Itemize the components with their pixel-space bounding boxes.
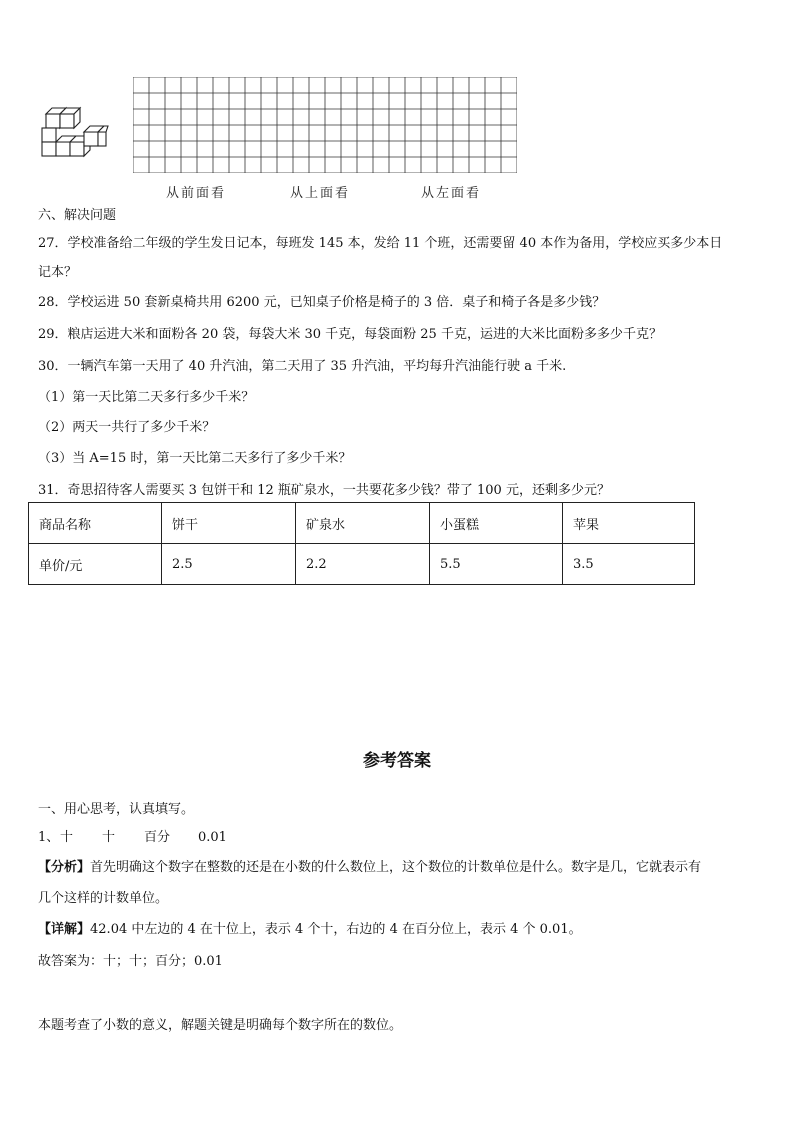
- table-cell: 5.5: [430, 544, 563, 585]
- detail-tag: 【详解】: [38, 922, 91, 937]
- question-30-part1: （1）第一天比第二天多行多少千米？: [38, 390, 255, 405]
- answer-1: [38, 826, 227, 845]
- question-31: 31．奇思招待客人需要买 3 包饼干和 12 瓶矿泉水，一共要花多少钱？带了 100 元，还剩多少元？: [38, 483, 610, 498]
- table-cell: 2.2: [296, 544, 430, 585]
- answer-part: 十: [102, 830, 116, 845]
- detail-line: [38, 918, 582, 937]
- answer-part: 十: [60, 830, 74, 845]
- table-cell: 饼干: [162, 503, 296, 544]
- analysis-tag: 【分析】: [38, 860, 91, 875]
- analysis-line2: 几个这样的计数单位。: [38, 891, 169, 906]
- analysis-line1: [38, 856, 701, 875]
- table-cell: 小蛋糕: [430, 503, 563, 544]
- question-28: 28．学校运进 50 套新桌椅共用 6200 元，已知桌子价格是椅子的 3 倍．桌子和椅子各是多少钱？: [38, 295, 606, 310]
- question-30: 30．一辆汽车第一天用了 40 升汽油，第二天用了 35 升汽油，平均每升汽油能行驶 a 千米.: [38, 359, 567, 374]
- answer-part: 百分: [144, 830, 171, 845]
- table-cell: 矿泉水: [296, 503, 430, 544]
- caption-left-view: 从左面看: [421, 186, 482, 201]
- question-27-line1: 27．学校准备给二年级的学生发日记本，每班发 145 本，发给 11 个班，还需要留 40 本作为备用，学校应买多少本日: [38, 236, 723, 251]
- answer-part: 0.01: [198, 830, 227, 845]
- table-cell: 2.5: [162, 544, 296, 585]
- section-heading: 六、解决问题: [38, 208, 117, 223]
- table-cell: 商品名称: [29, 503, 162, 544]
- table-cell: 苹果: [563, 503, 695, 544]
- question-27-line2: 记本？: [38, 265, 78, 280]
- answers-section-heading: 一、用心思考，认真填写。: [38, 802, 195, 817]
- question-29: 29．粮店运进大米和面粉各 20 袋，每袋大米 30 千克，每袋面粉 25 千克，运进的大米比面粉多多少千克？: [38, 327, 662, 342]
- detail-text: 42.04 中左边的 4 在十位上，表示 4 个十，右边的 4 在百分位上，表示 4 个 0.01。: [90, 922, 582, 937]
- table-cell: 3.5: [563, 544, 695, 585]
- final-answer: 故答案为：十；十；百分；0.01: [38, 954, 223, 969]
- caption-front-view: 从前面看: [166, 186, 227, 201]
- answers-title: 参考答案: [363, 751, 431, 771]
- question-30-part2: （2）两天一共行了多少千米？: [38, 420, 216, 435]
- analysis-text: 首先明确这个数字在整数的还是在小数的什么数位上，这个数位的计数单位是什么。数字是几，它就表示有: [90, 860, 702, 875]
- table-cell: 单价/元: [29, 544, 162, 585]
- answer-number: 1、: [38, 830, 60, 845]
- caption-top-view: 从上面看: [290, 186, 351, 201]
- cube-stack-figure: [38, 104, 112, 158]
- price-table: [28, 502, 695, 585]
- answer-grid: [133, 77, 517, 173]
- table-row: [29, 544, 695, 585]
- table-header-row: [29, 503, 695, 544]
- question-30-part3: （3）当 A=15 时，第一天比第二天多行了多少千米？: [38, 451, 352, 466]
- summary: 本题考查了小数的意义，解题关键是明确每个数字所在的数位。: [38, 1018, 403, 1033]
